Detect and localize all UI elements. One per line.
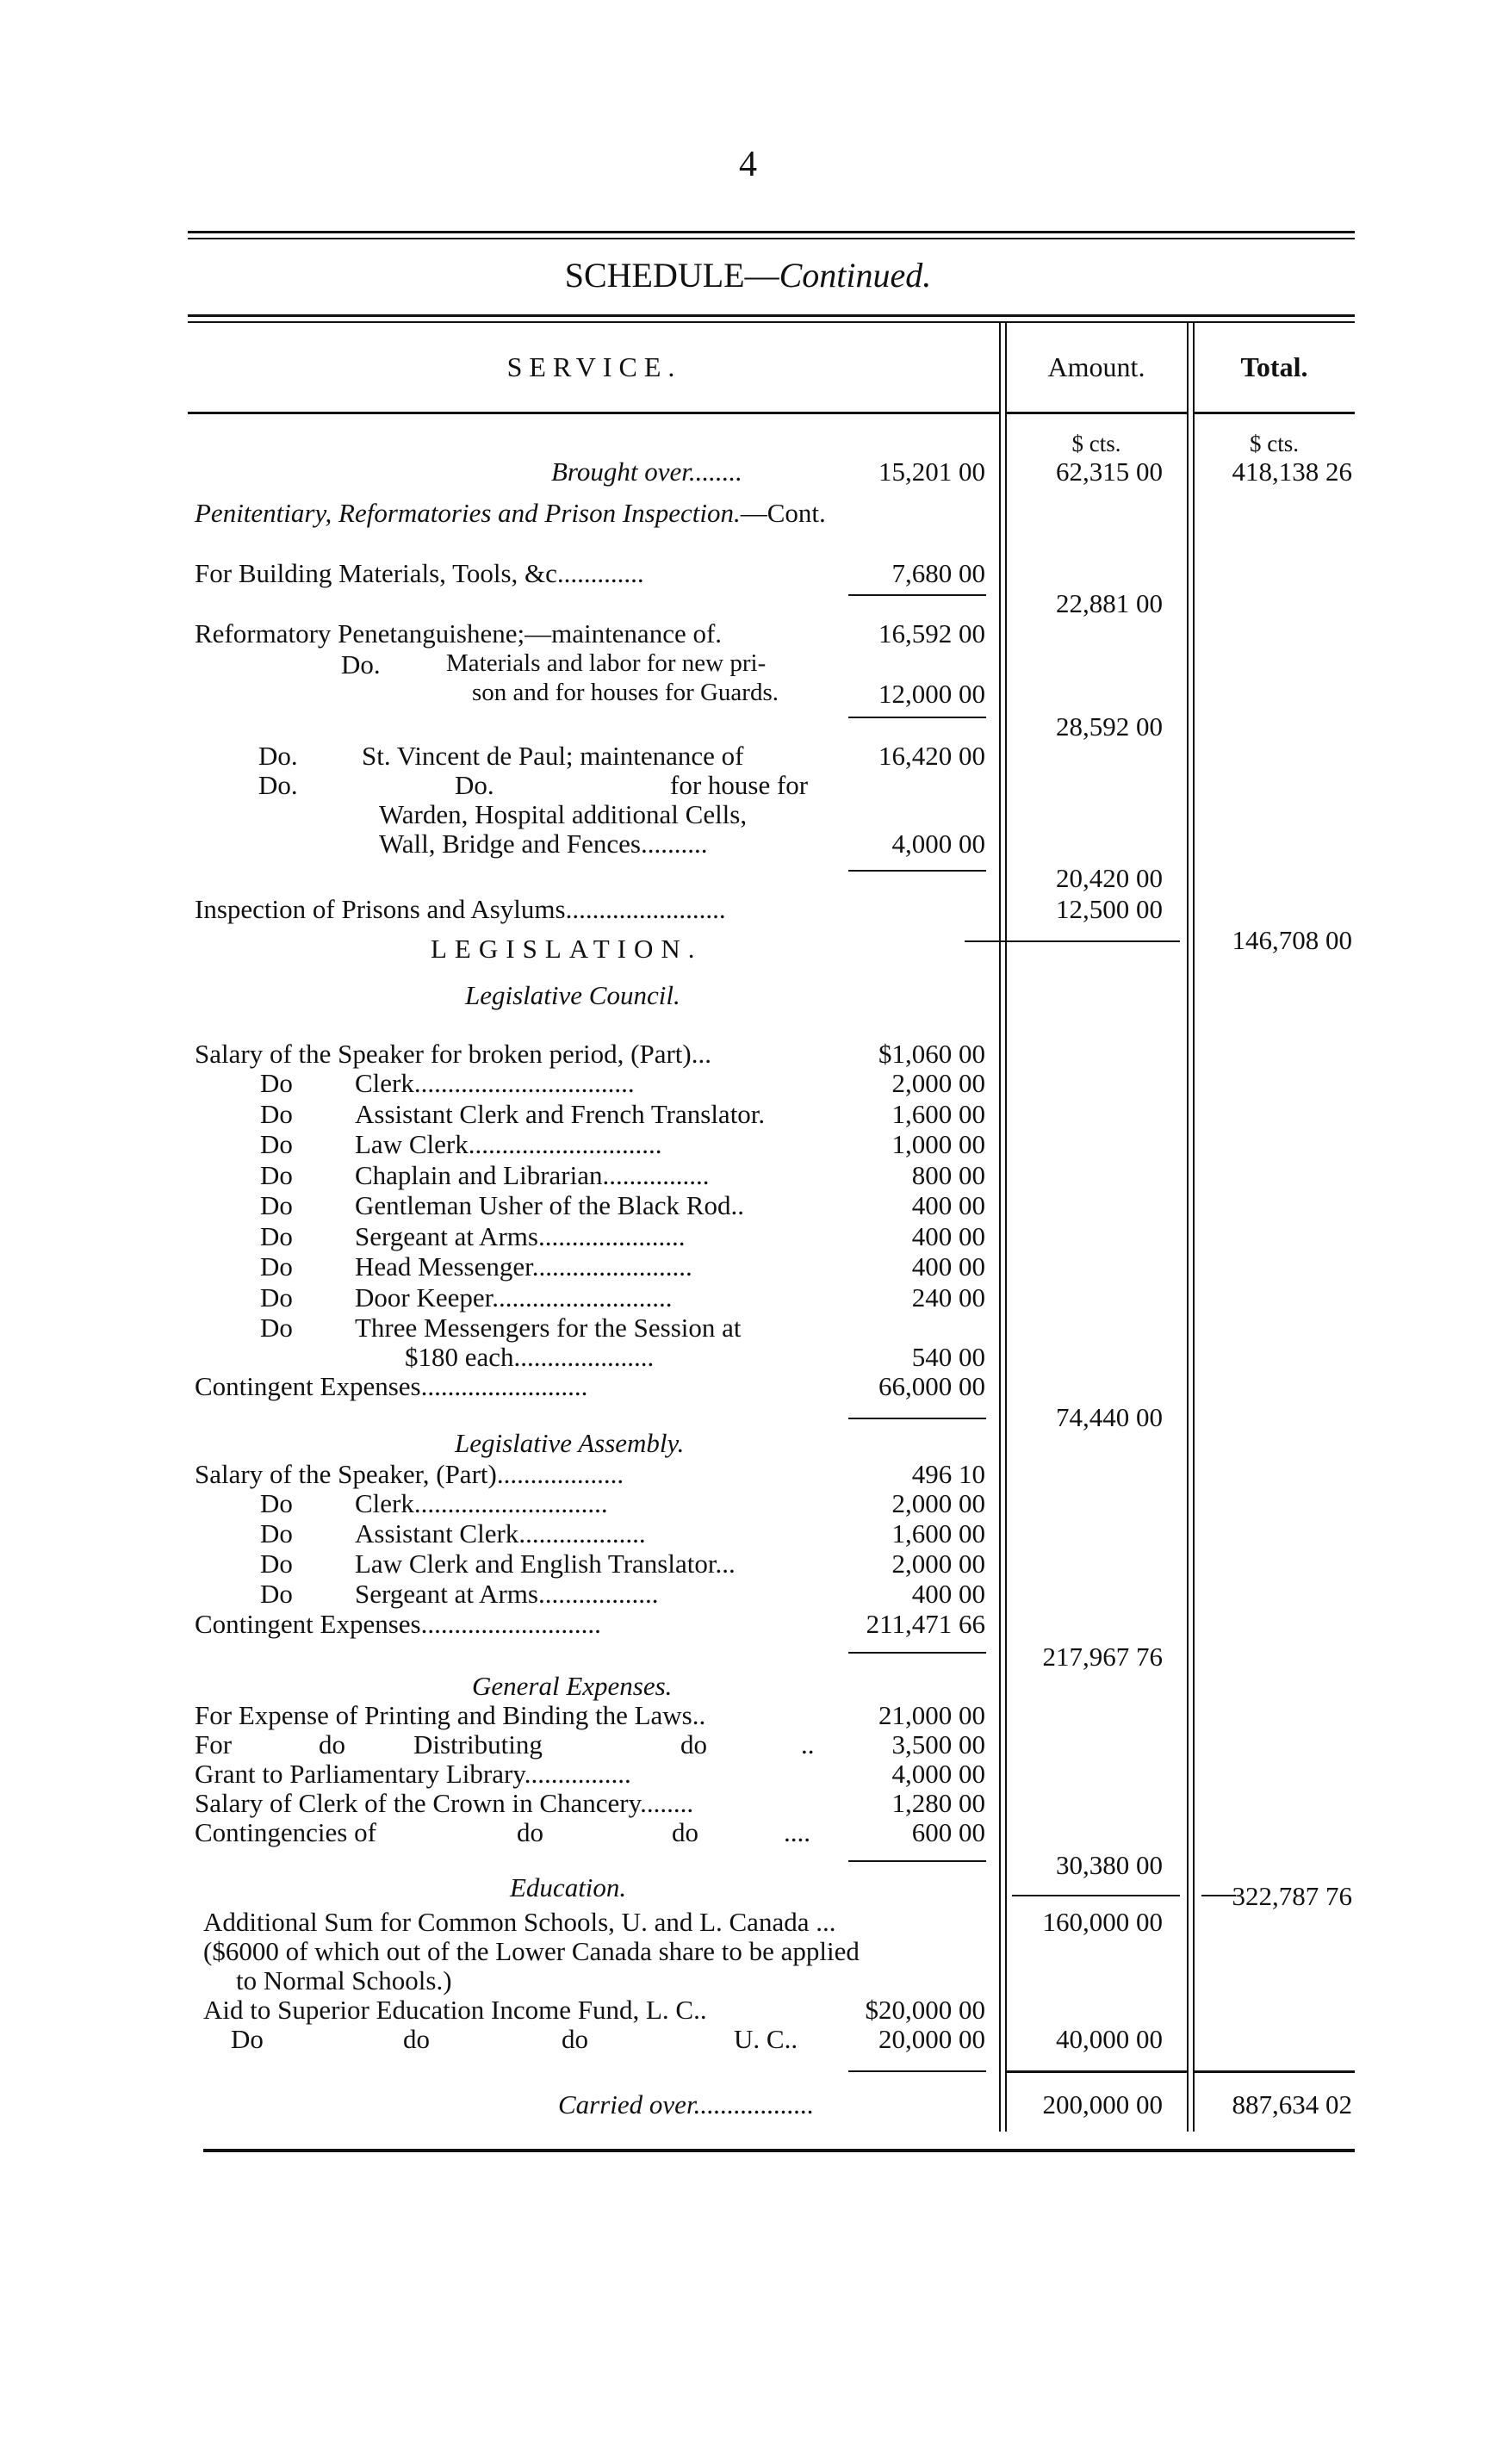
item-value: 240 00 — [911, 1282, 985, 1313]
item-value: 400 00 — [911, 1190, 985, 1220]
subtotal-rule — [848, 1652, 986, 1654]
svp-do: Do. — [258, 741, 298, 771]
distributing-do2: do — [680, 1729, 707, 1760]
item-label: Sergeant at Arms...................... — [355, 1220, 686, 1251]
total-units: $ cts. — [1250, 431, 1299, 456]
item-value: 2,000 00 — [891, 1549, 985, 1579]
svp2-line2: Warden, Hospital additional Cells, — [379, 799, 748, 829]
svp-label: St. Vincent de Paul; maintenance of — [362, 741, 744, 771]
aid-uc-do: Do — [231, 2024, 264, 2054]
header-amount: Amount. — [1047, 351, 1145, 382]
page-number: 4 — [739, 145, 757, 184]
rule — [188, 238, 1355, 239]
aid-uc-value: 20,000 00 — [878, 2024, 985, 2054]
ref-materials-line1: Materials and labor for new pri- — [446, 649, 767, 677]
ref-do: Do. — [341, 649, 381, 680]
council-speaker-label: Salary of the Speaker for broken period, (Part)... — [195, 1039, 711, 1069]
reformatory-label: Reformatory Penetanguishene;—maintenance of. — [195, 618, 723, 649]
page-title: SCHEDULE—Continued. — [564, 256, 932, 295]
item-value: 1,000 00 — [891, 1129, 985, 1159]
council-contingent-value: 66,000 00 — [878, 1371, 985, 1401]
item-value: 800 00 — [911, 1159, 985, 1190]
common-schools-amount: 160,000 00 — [1042, 1907, 1163, 1937]
brought-over-total: 418,138 26 — [1232, 456, 1352, 487]
education-heading: Education. — [510, 1872, 627, 1902]
subtotal-rule — [1201, 1895, 1236, 1896]
contingencies-do2: do — [672, 1817, 698, 1847]
brought-over-value: 15,201 00 — [878, 456, 985, 487]
item-label: Chaplain and Librarian................ — [355, 1159, 710, 1190]
printing-label: For Expense of Printing and Binding the Laws.. — [195, 1700, 706, 1730]
building-label: For Building Materials, Tools, &c............. — [195, 558, 644, 588]
council-speaker-value: $1,060 00 — [878, 1039, 985, 1069]
council-heading: Legislative Council. — [465, 980, 680, 1010]
general-heading: General Expenses. — [472, 1671, 673, 1701]
general-amount: 30,380 00 — [1056, 1850, 1163, 1880]
brought-over-label: Brought over........ — [551, 456, 742, 487]
item-do: Do — [260, 1488, 293, 1518]
aid-lc-label: Aid to Superior Education Income Fund, L. C.. — [203, 1995, 707, 2025]
rule — [188, 314, 1355, 317]
rule — [188, 412, 999, 414]
total-rule — [1194, 2070, 1355, 2073]
prisons-total: 146,708 00 — [1232, 925, 1352, 955]
item-value: 2,000 00 — [891, 1068, 985, 1098]
distributing-do: do — [319, 1729, 345, 1760]
messengers-do: Do — [260, 1313, 293, 1343]
ref-materials-line2: son and for houses for Guards. — [472, 679, 779, 706]
rule — [1006, 412, 1187, 414]
messengers-line1: Three Messengers for the Session at — [355, 1313, 742, 1343]
item-do: Do — [260, 1098, 293, 1129]
item-do: Do — [260, 1251, 293, 1282]
column-rule — [1187, 323, 1189, 2132]
ref-materials-value: 12,000 00 — [878, 679, 985, 709]
svp2-line1: for house for — [670, 770, 809, 800]
subtotal-rule — [965, 940, 1180, 942]
inspection-label: Inspection of Prisons and Asylums........................ — [195, 894, 726, 924]
item-do: Do — [260, 1190, 293, 1220]
item-value: 400 00 — [911, 1579, 985, 1609]
subtotal-rule — [848, 2070, 986, 2072]
item-label: Clerk................................. — [355, 1068, 635, 1098]
column-rule — [1193, 323, 1195, 2132]
assembly-speaker-value: 496 10 — [911, 1459, 985, 1489]
item-value: 1,600 00 — [891, 1518, 985, 1549]
svp-value: 16,420 00 — [878, 741, 985, 771]
item-label: Sergeant at Arms.................. — [355, 1579, 659, 1609]
assembly-heading: Legislative Assembly. — [455, 1428, 685, 1458]
contingencies-dots: .... — [784, 1817, 810, 1847]
aid-uc-do3: do — [562, 2024, 588, 2054]
council-contingent-label: Contingent Expenses......................... — [195, 1371, 588, 1401]
printing-value: 21,000 00 — [878, 1700, 985, 1730]
aid-amount: 40,000 00 — [1056, 2024, 1163, 2054]
svp2-do2: Do. — [455, 770, 494, 800]
carried-over-amount: 200,000 00 — [1042, 2089, 1163, 2120]
item-value: 400 00 — [911, 1251, 985, 1282]
item-do: Do — [260, 1220, 293, 1251]
contingencies-do: do — [517, 1817, 543, 1847]
chancery-label: Salary of Clerk of the Crown in Chancery........ — [195, 1788, 694, 1818]
penitentiary-heading: Penitentiary, Reformatories and Prison Inspection.—Cont. — [195, 498, 826, 528]
rule — [188, 231, 1355, 233]
assembly-amount: 217,967 76 — [1042, 1642, 1163, 1672]
legislation-heading: LEGISLATION. — [431, 934, 703, 964]
aid-lc-value: $20,000 00 — [865, 1995, 985, 2025]
item-value: 400 00 — [911, 1220, 985, 1251]
subtotal-rule — [1012, 1895, 1180, 1896]
aid-uc-label: U. C.. — [734, 2024, 798, 2054]
amount-units: $ cts. — [1071, 431, 1121, 456]
contingencies-label: Contingencies of — [195, 1817, 376, 1847]
assembly-contingent-value: 211,471 66 — [866, 1609, 985, 1639]
reformatory-value: 16,592 00 — [878, 618, 985, 649]
brought-over-amount: 62,315 00 — [1056, 456, 1163, 487]
aid-uc-do2: do — [403, 2024, 430, 2054]
subtotal-rule — [848, 1418, 986, 1419]
library-label: Grant to Parliamentary Library................ — [195, 1759, 631, 1789]
item-do: Do — [260, 1068, 293, 1098]
assembly-speaker-label: Salary of the Speaker, (Part)................... — [195, 1459, 624, 1489]
contingencies-value: 600 00 — [911, 1817, 985, 1847]
rule — [1194, 412, 1355, 414]
svp-amount: 20,420 00 — [1056, 863, 1163, 893]
svp2-do: Do. — [258, 770, 298, 800]
subtotal-rule — [848, 594, 986, 596]
item-label: Head Messenger........................ — [355, 1251, 692, 1282]
messengers-line2: $180 each..................... — [405, 1342, 655, 1372]
item-do: Do — [260, 1549, 293, 1579]
column-rule — [1005, 323, 1007, 2132]
header-total: Total. — [1240, 351, 1308, 382]
item-do: Do — [260, 1159, 293, 1190]
distributing-dots: .. — [801, 1729, 815, 1760]
item-do: Do — [260, 1518, 293, 1549]
assembly-contingent-label: Contingent Expenses........................... — [195, 1609, 601, 1639]
svp2-line3: Wall, Bridge and Fences.......... — [379, 829, 708, 859]
rule — [188, 321, 1355, 323]
library-value: 4,000 00 — [891, 1759, 985, 1789]
item-do: Do — [260, 1282, 293, 1313]
building-value: 7,680 00 — [891, 558, 985, 588]
distributing-value: 3,500 00 — [891, 1729, 985, 1760]
item-do: Do — [260, 1129, 293, 1159]
chancery-value: 1,280 00 — [891, 1788, 985, 1818]
building-amount: 22,881 00 — [1056, 588, 1163, 618]
distributing-label: Distributing — [413, 1729, 543, 1760]
messengers-value: 540 00 — [911, 1342, 985, 1372]
subtotal-rule — [848, 870, 986, 872]
carried-over-total: 887,634 02 — [1232, 2089, 1352, 2120]
item-label: Law Clerk and English Translator... — [355, 1549, 736, 1579]
item-do: Do — [260, 1579, 293, 1609]
item-value: 1,600 00 — [891, 1098, 985, 1129]
subtotal-rule — [848, 717, 986, 718]
bottom-rule — [203, 2149, 1355, 2152]
common-schools-line2: ($6000 of which out of the Lower Canada share to be applied — [203, 1936, 860, 1966]
header-service: SERVICE. — [506, 351, 682, 382]
total-rule — [1006, 2070, 1187, 2073]
inspection-amount: 12,500 00 — [1056, 894, 1163, 924]
item-label: Assistant Clerk................... — [355, 1518, 646, 1549]
common-schools-line1: Additional Sum for Common Schools, U. and L. Canada ... — [203, 1907, 836, 1937]
council-amount: 74,440 00 — [1056, 1402, 1163, 1432]
carried-over-label: Carried over.................. — [558, 2089, 815, 2120]
item-label: Door Keeper........................... — [355, 1282, 673, 1313]
legislation-total: 322,787 76 — [1232, 1881, 1352, 1911]
item-label: Assistant Clerk and French Translator. — [355, 1098, 766, 1129]
item-value: 2,000 00 — [891, 1488, 985, 1518]
reformatory-amount: 28,592 00 — [1056, 711, 1163, 742]
svp2-value: 4,000 00 — [891, 829, 985, 859]
item-label: Clerk............................. — [355, 1488, 608, 1518]
column-rule — [999, 323, 1001, 2132]
common-schools-line3: to Normal Schools.) — [236, 1965, 452, 1995]
item-label: Gentleman Usher of the Black Rod.. — [355, 1190, 744, 1220]
distributing-for: For — [195, 1729, 233, 1760]
item-label: Law Clerk............................. — [355, 1129, 662, 1159]
subtotal-rule — [848, 1860, 986, 1862]
